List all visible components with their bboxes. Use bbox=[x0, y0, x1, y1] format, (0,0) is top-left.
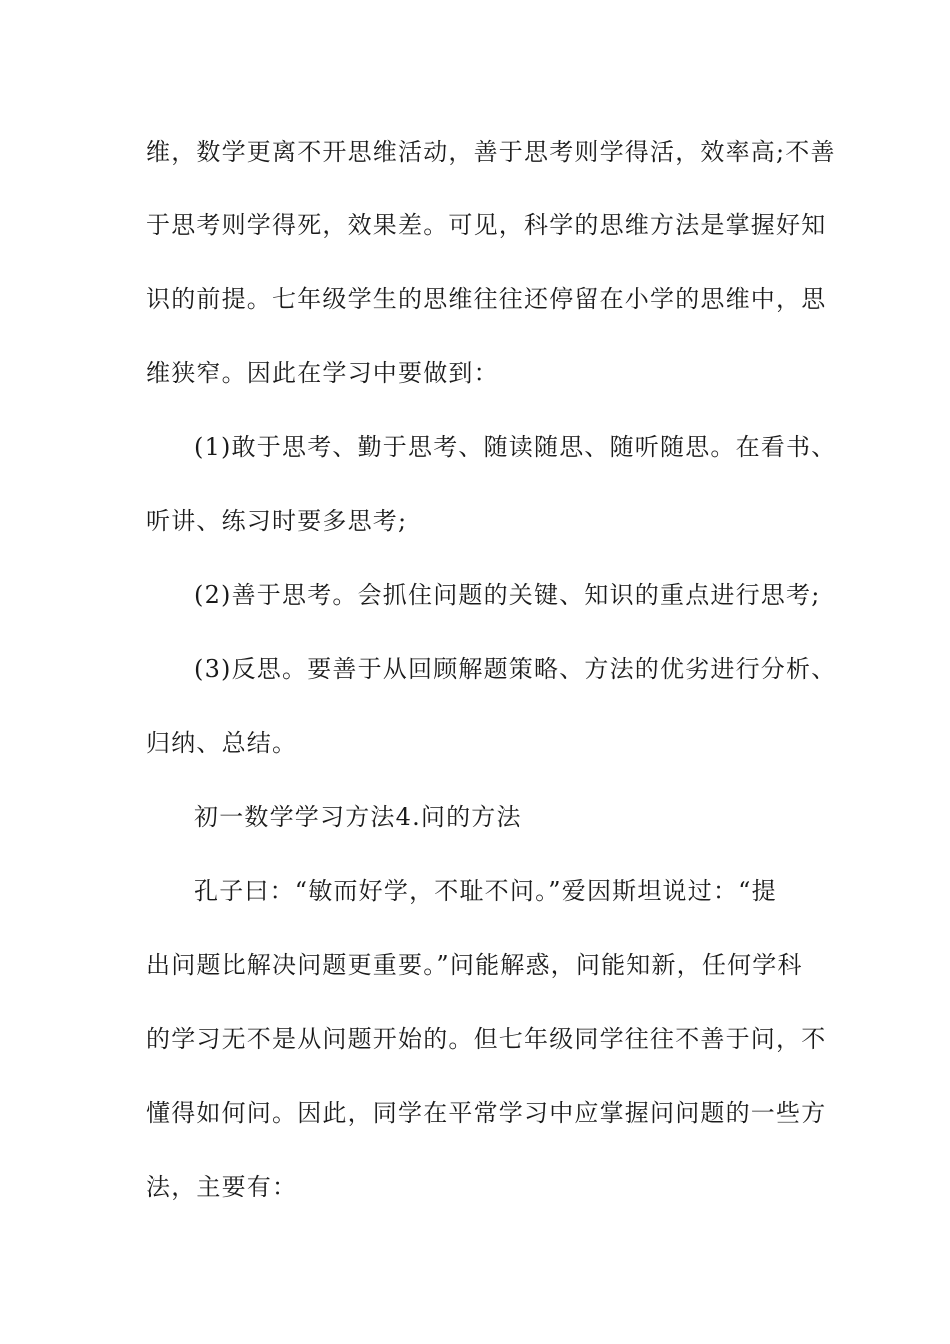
list-item-line: (2)善于思考。会抓住问题的关键、知识的重点进行思考; bbox=[194, 581, 821, 609]
paragraph-line: 识的前提。七年级学生的思维往往还停留在小学的思维中，思 bbox=[146, 285, 827, 313]
list-item-line: 归纳、总结。 bbox=[146, 729, 298, 757]
list-item-line: (3)反思。要善于从回顾解题策略、方法的优劣进行分析、 bbox=[194, 655, 837, 683]
paragraph-line: 于思考则学得死，效果差。可见，科学的思维方法是掌握好知 bbox=[146, 211, 827, 239]
paragraph-line: 出问题比解决问题更重要。”问能解惑，问能知新，任何学科 bbox=[146, 951, 803, 979]
paragraph-line: 孔子曰：“敏而好学，不耻不问。”爱因斯坦说过：“提 bbox=[194, 877, 777, 905]
paragraph-line: 法，主要有： bbox=[146, 1173, 298, 1201]
list-item-line: 听讲、练习时要多思考; bbox=[146, 507, 408, 535]
paragraph-line: 懂得如何问。因此，同学在平常学习中应掌握问问题的一些方 bbox=[146, 1099, 827, 1127]
paragraph-line: 的学习无不是从问题开始的。但七年级同学往往不善于问，不 bbox=[146, 1025, 827, 1053]
paragraph-line: 维狭窄。因此在学习中要做到： bbox=[146, 359, 499, 387]
list-item-line: (1)敢于思考、勤于思考、随读随思、随听随思。在看书、 bbox=[194, 433, 837, 461]
paragraph-line: 维，数学更离不开思维活动，善于思考则学得活，效率高;不善 bbox=[146, 138, 836, 166]
section-heading: 初一数学学习方法4.问的方法 bbox=[194, 803, 522, 831]
